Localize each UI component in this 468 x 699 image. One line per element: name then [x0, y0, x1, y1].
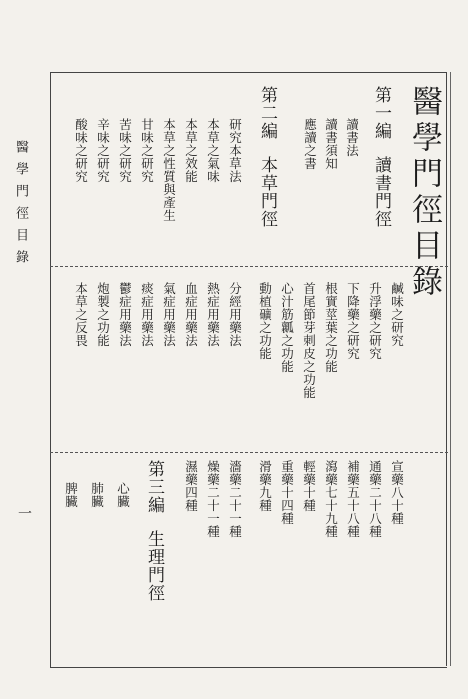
part-one-item: 讀書須知 [323, 118, 339, 170]
section-two-item: 鹹味之研究 [389, 282, 405, 347]
part-two-item: 本草之氣味 [205, 118, 221, 183]
drug-count-item: 輕藥十種 [301, 460, 317, 512]
drug-count-item: 濇藥二十一種 [227, 460, 243, 538]
section-two-item: 氣症用藥法 [161, 282, 177, 347]
section-two-item: 首尾節芽刺皮之功能 [301, 282, 317, 399]
section-two-item: 炮製之功能 [95, 282, 111, 347]
part-two-label: 第二編 [257, 86, 277, 140]
part-three-heading [145, 460, 162, 602]
section-two-item: 根實莖葉之功能 [323, 282, 339, 373]
part-three-title: 生理門徑 [144, 530, 164, 602]
drug-count-item: 宣藥八十種 [389, 460, 405, 525]
part-two-item: 本草之效能 [183, 118, 199, 183]
section-two-item: 本草之反畏 [73, 282, 89, 347]
section-two-item: 血症用藥法 [183, 282, 199, 347]
part-two-item: 甘味之研究 [139, 118, 155, 183]
part-two-heading [258, 86, 275, 228]
part-one-heading [372, 86, 389, 228]
part-one-item: 應讀之書 [302, 118, 318, 170]
section-two-item: 熱症用藥法 [205, 282, 221, 347]
section-two-item: 下降藥之研究 [345, 282, 361, 360]
spine-title: 醫學門徑目錄 [13, 140, 28, 272]
drug-count-item: 濕藥四種 [183, 460, 199, 512]
part-three-item: 心臟 [115, 482, 131, 508]
part-two-title: 本草門徑 [257, 156, 277, 228]
section-two-item: 分經用藥法 [227, 282, 243, 347]
drug-count-item: 瀉藥七十九種 [323, 460, 339, 538]
part-two-item: 研究本草法 [227, 118, 243, 183]
part-two-item: 辛味之研究 [95, 118, 111, 183]
drug-count-item: 重藥十四種 [279, 460, 295, 525]
drug-count-item: 補藥五十八種 [345, 460, 361, 538]
page-number: 一 [16, 506, 32, 520]
part-one-item: 讀書法 [344, 118, 360, 157]
section-two-item: 動植礦之功能 [257, 282, 273, 360]
part-two-item: 苦味之研究 [117, 118, 133, 183]
section-divider-2 [50, 452, 448, 453]
part-two-item: 本草之性質與產生 [161, 118, 177, 222]
part-three-item: 脾臟 [63, 482, 79, 508]
drug-count-item: 滑藥九種 [257, 460, 273, 512]
part-two-item: 酸味之研究 [73, 118, 89, 183]
section-two-item: 痰症用藥法 [139, 282, 155, 347]
section-two-item: 升浮藥之研究 [367, 282, 383, 360]
part-three-label: 第三編 [144, 460, 164, 514]
section-two-item: 心汁筋瓤之功能 [279, 282, 295, 373]
part-one-label: 第一編 [371, 86, 391, 140]
section-two-item: 鬱症用藥法 [117, 282, 133, 347]
drug-count-item: 燥藥二十一種 [205, 460, 221, 538]
page-frame-right-border [446, 72, 451, 666]
part-one-title: 讀書門徑 [371, 156, 391, 228]
section-divider-1 [50, 266, 448, 267]
part-three-item: 肺臟 [89, 482, 105, 508]
drug-count-item: 通藥二十八種 [367, 460, 383, 538]
main-title: 醫學門徑目錄 [406, 85, 442, 301]
